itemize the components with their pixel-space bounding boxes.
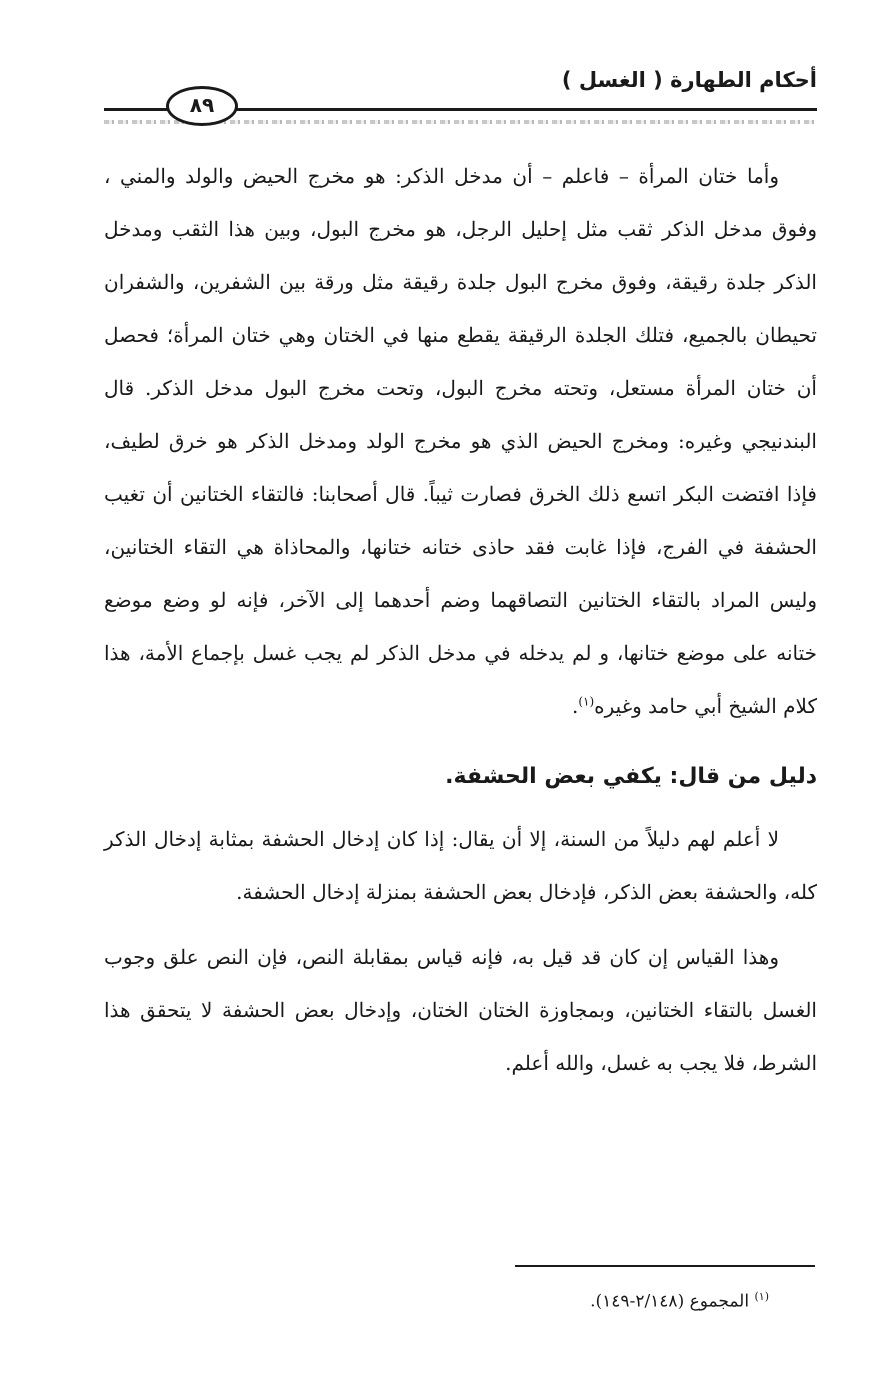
footnote (590, 1290, 769, 1312)
paragraph-female-circumcision (104, 150, 817, 733)
footnote-reference[interactable]: (١) (578, 694, 595, 709)
page-number: ٨٩ (166, 86, 238, 126)
paragraph-evidence: لا أعلم لهم دليلاً من السنة، إلا أن يقال: إذا كان إدخال الحشفة بمثابة إدخال الذكر كله، والحشفة بعض الذكر، فإدخال بعض الحشفة بمنزلة إدخال الحشفة. (104, 827, 817, 904)
footnote-rule (515, 1265, 815, 1267)
footnote-marker: (١) (754, 1290, 769, 1303)
main-text (104, 150, 817, 1090)
section-heading: دليل من قال: يكفي بعض الحشفة. (445, 764, 817, 789)
running-title: أحكام الطهارة ( الغسل ) (561, 68, 817, 92)
footnote-text: المجموع (٢/١٤٨-١٤٩). (590, 1291, 750, 1312)
paragraph-text: وأما ختان المرأة – فاعلم – أن مدخل الذكر: هو مخرج الحيض والولد والمني ، وفوق مدخل الذكر ثقب مثل إحليل الرجل، هو مخرج البول، وبين هذا الثقب ومدخل الذكر جلدة رقيقة، وفوق مخرج البول جلدة رقيقة مثل ورقة بين الشفرين، والشفران تحيطان بالجميع، فتلك الجلدة الرقيقة يقطع منها في الختان وهي ختان المرأة؛ فحصل أن ختان المرأة مستعل، وتحته مخرج البول، وتحت مخرج البول مدخل الذكر. قال البندنيجي وغيره: ومخرج الحيض الذي هو مخرج الولد ومدخل الذكر هو خرق لطيف، فإذا افتضت البكر اتسع ذلك الخرق فصارت ثيباً. قال أصحابنا: فالتقاء الختانين أن تغيب الحشفة في الفرج، فإذا غابت فقد حاذى ختانه ختانها، والمحاذاة هي التقاء الختانين، وليس المراد بالتقاء الختانين التصاقهما وضم أحدهما إلى الآخر، فإنه لو وضع موضع ختانه على موضع ختانها، و لم يدخله في مدخل الذكر لم يجب غسل بإجماع الأمة، هذا كلام الشيخ أبي حامد وغيره (104, 164, 817, 718)
paragraph-gap (104, 919, 817, 931)
paragraph-analogy: وهذا القياس إن كان قد قيل به، فإنه قياس بمقابلة النص، فإن النص علق وجوب الغسل بالتقاء الختانين، وبمجاوزة الختان الختان، وإدخال بعض الحشفة لا يتحقق هذا الشرط، فلا يجب به غسل، والله أعلم. (104, 945, 817, 1075)
paragraph-end: . (571, 694, 579, 718)
